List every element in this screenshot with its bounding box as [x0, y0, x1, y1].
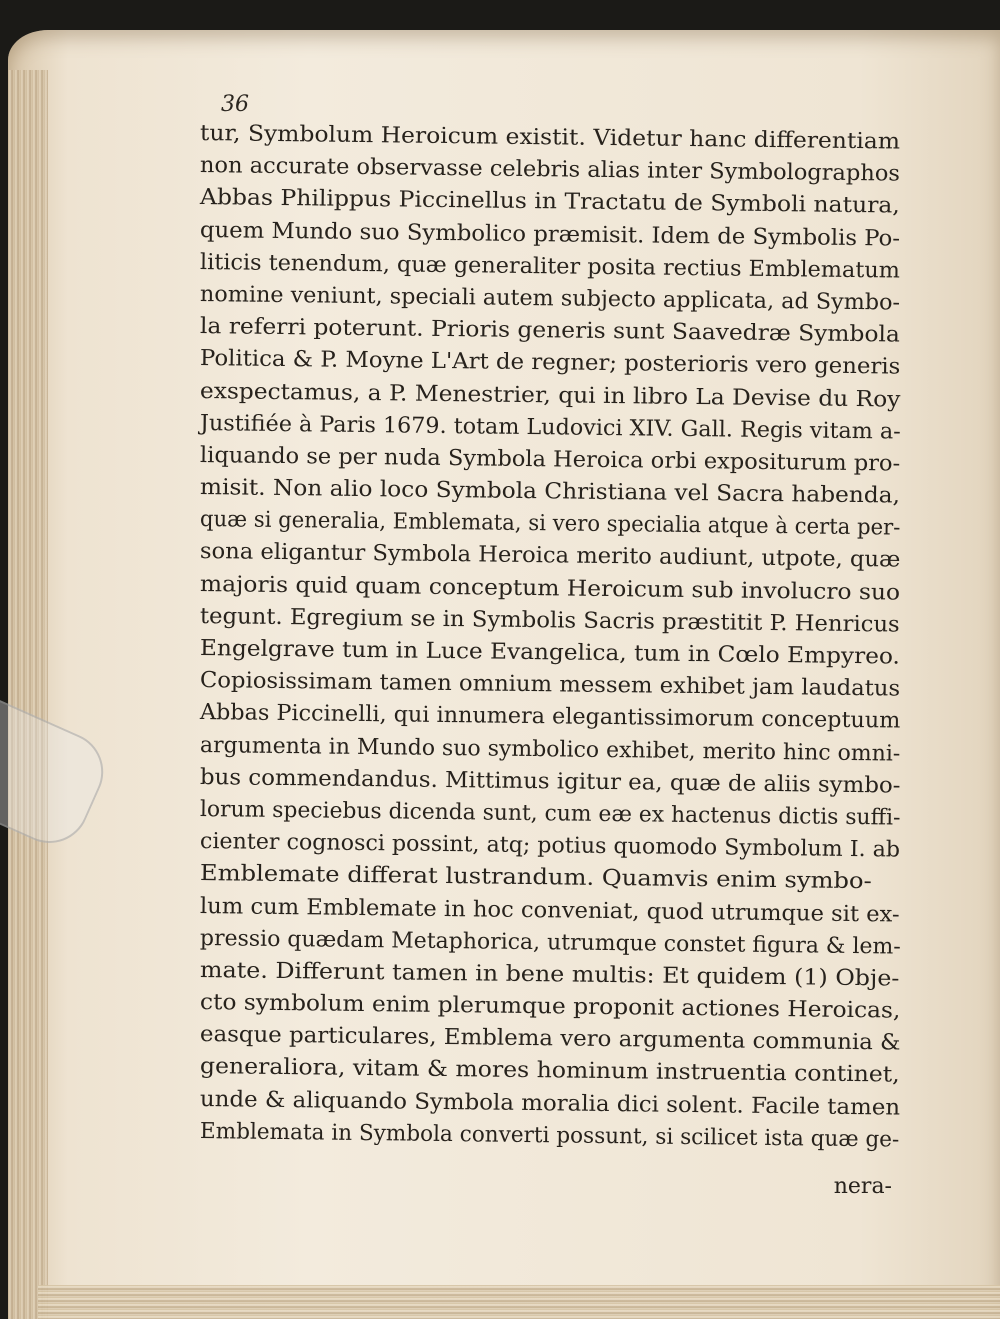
text-line: generaliora, vitam & mores hominum instruentia continet,: [199, 1054, 900, 1088]
text-line: quæ si generalia, Emblemata, si vero specialia atque à certa per-: [199, 507, 901, 541]
text-line: Justifiée à Paris 1679. totam Ludovici XIV. Gall. Regis vitam a-: [199, 410, 901, 445]
page-edges-bottom: [38, 1285, 1000, 1319]
text-line: tur, Symbolum Heroicum existit. Videtur hanc differentiam: [199, 121, 901, 155]
text-line: misit. Non alio loco Symbola Christiana vel Sacra habenda,: [199, 475, 901, 509]
text-line: mate. Differunt tamen in bene multis: Et quidem (1) Obje-: [199, 957, 900, 992]
text-line: pressio quædam Metaphorica, utrumque constet figura & lem-: [199, 925, 901, 960]
text-line: Abbas Philippus Piccinellus in Tractatu de Symboli natura,: [199, 185, 901, 219]
text-line: tegunt. Egregium se in Symbolis Sacris præstitit P. Henricus: [199, 603, 900, 638]
text-line: lum cum Emblemate in hoc conveniat, quod utrumque sit ex-: [199, 893, 900, 928]
text-line: quem Mundo suo Symbolico præmisit. Idem de Symbolis Po-: [199, 217, 901, 252]
text-line: liquando se per nuda Symbola Heroica orbi expositurum pro-: [199, 442, 901, 477]
text-line: easque particulares, Emblema vero argumenta communia &: [199, 1022, 901, 1056]
text-line: la referri poterunt. Prioris generis sunt Saavedræ Symbola: [199, 314, 901, 348]
catchword: nera-: [833, 1174, 892, 1199]
page-number: 36: [221, 92, 249, 117]
text-line: liticis tenendum, quæ generaliter posita rectius Emblematum: [199, 249, 901, 284]
text-line: cienter cognosci possint, atq; potius quomodo Symbolum I. ab: [199, 829, 901, 863]
body-text: [199, 118, 910, 1153]
text-line: lorum speciebus dicenda sunt, cum eæ ex hactenus dictis suffi-: [199, 796, 901, 831]
text-line: Politica & P. Moyne L'Art de regner; posterioris vero generis: [199, 346, 901, 380]
text-line: cto symbolum enim plerumque proponit actiones Heroicas,: [199, 990, 901, 1024]
text-line: bus commendandus. Mittimus igitur ea, quæ de aliis symbo-: [199, 764, 901, 799]
text-line: non accurate observasse celebris alias inter Symbolographos: [199, 153, 901, 187]
text-line: majoris quid quam conceptum Heroicum sub involucro suo: [199, 571, 901, 606]
text-line: exspectamus, a P. Menestrier, qui in libro La Devise du Roy: [199, 378, 901, 413]
text-line: Copiosissimam tamen omnium messem exhibet jam laudatus: [199, 668, 901, 702]
page-edges-left: [8, 70, 48, 1319]
text-line: nomine veniunt, speciali autem subjecto applicata, ad Symbo-: [199, 281, 901, 316]
text-line: Abbas Piccinelli, qui innumera elegantissimorum conceptuum: [199, 700, 901, 734]
text-line: Engelgrave tum in Luce Evangelica, tum in Cœlo Empyreo.: [199, 636, 901, 670]
text-line: argumenta in Mundo suo symbolico exhibet, merito hinc omni-: [199, 732, 901, 767]
text-line: unde & aliquando Symbola moralia dici solent. Facile tamen: [199, 1086, 901, 1121]
text-line: Emblemata in Symbola converti possunt, si scilicet ista quæ ge-: [199, 1118, 900, 1153]
text-line: Emblemate differat lustrandum. Quamvis enim symbo-: [199, 861, 872, 895]
text-line: sona eligantur Symbola Heroica merito audiunt, utpote, quæ: [199, 539, 901, 573]
